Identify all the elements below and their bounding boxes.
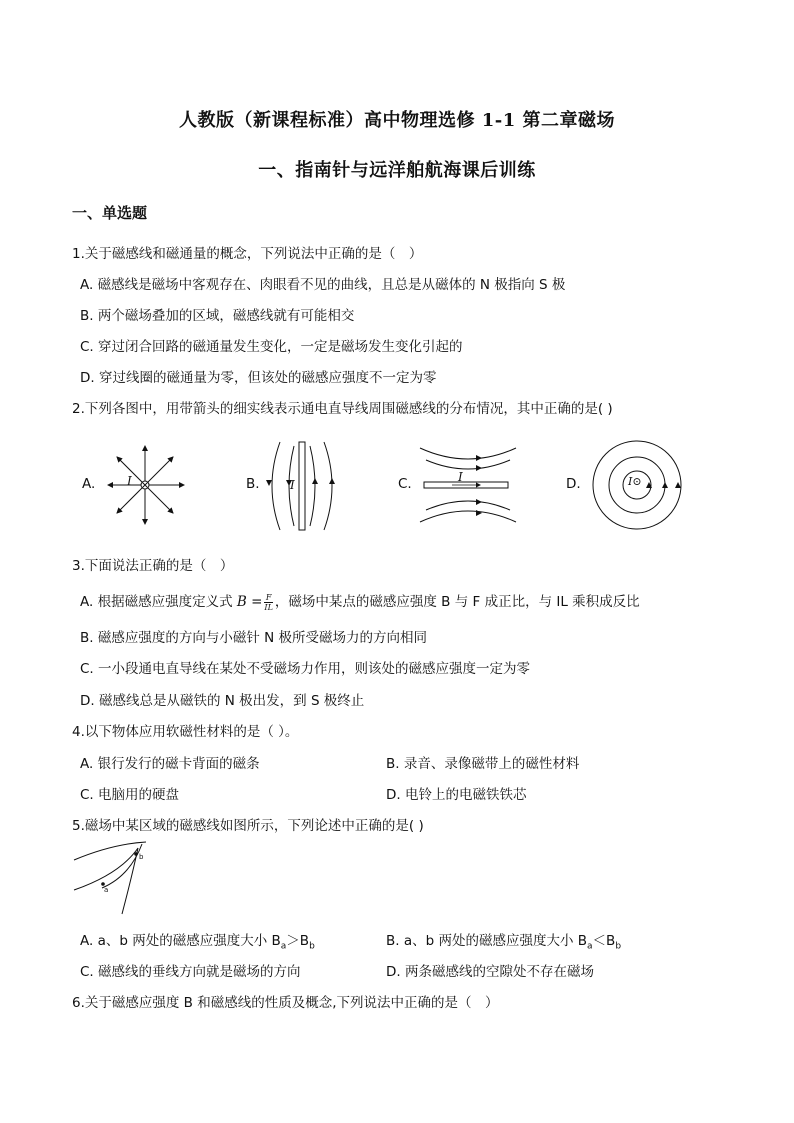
question-5-option-b bbox=[386, 929, 621, 952]
question-1-option-c: C. 穿过闭合回路的磁通量发生变化，一定是磁场发生变化引起的 bbox=[80, 339, 463, 355]
formula-denominator: IL bbox=[264, 602, 273, 612]
question-1-option-b: B. 两个磁场叠加的区域，磁感线就有可能相交 bbox=[80, 308, 355, 324]
point-b-label: b bbox=[139, 853, 144, 861]
figure-b-label: B. bbox=[246, 476, 260, 492]
subscript-a: a bbox=[280, 941, 287, 952]
figure-a-current-symbol: I bbox=[127, 474, 132, 488]
question-3-option-a-prefix: A. 根据磁感应强度定义式 bbox=[80, 594, 237, 610]
question-3-option-a bbox=[80, 590, 640, 612]
question-5-option-a-compare: ＞B bbox=[286, 933, 310, 949]
question-5-option-a bbox=[80, 929, 315, 952]
question-6-stem: 6.关于磁感应强度 B 和磁感线的性质及概念,下列说法中正确的是（ ） bbox=[72, 995, 499, 1011]
question-4-stem: 4.以下物体应用软磁性材料的是（ ）。 bbox=[72, 724, 299, 740]
figure-a-label: A. bbox=[82, 476, 96, 492]
figure-a-radial-lines bbox=[100, 440, 190, 530]
question-1-stem: 1.关于磁感线和磁通量的概念，下列说法中正确的是（ ） bbox=[72, 246, 423, 262]
question-3-option-d: D. 磁感线总是从磁铁的 N 极出发，到 S 极终止 bbox=[80, 693, 365, 709]
question-1-option-d: D. 穿过线圈的磁通量为零，但该处的磁感应强度不一定为零 bbox=[80, 370, 437, 386]
question-2-stem: 2.下列各图中，用带箭头的细实线表示通电直导线周围磁感线的分布情况，其中正确的是( ) bbox=[72, 401, 613, 417]
subscript-b: b bbox=[309, 941, 315, 952]
figure-d-label: D. bbox=[566, 476, 581, 492]
document-subtitle: 一、指南针与远洋舶航海课后训练 bbox=[258, 160, 536, 181]
point-a-label: a bbox=[104, 886, 109, 894]
question-3-option-b: B. 磁感应强度的方向与小磁针 N 极所受磁场力的方向相同 bbox=[80, 630, 428, 646]
formula-numerator: F bbox=[265, 592, 272, 602]
figure-d-current-symbol: I⊙ bbox=[628, 475, 642, 488]
formula-fraction bbox=[264, 593, 272, 612]
figure-c-wire-field bbox=[418, 442, 518, 528]
question-1-option-a: A. 磁感线是磁场中客观存在、肉眼看不见的曲线，且总是从磁体的 N 极指向 S 极 bbox=[80, 277, 566, 293]
figure-c-current-symbol: I bbox=[458, 470, 463, 484]
question-3-option-a-suffix: ，磁场中某点的磁感应强度 B 与 F 成正比，与 IL 乘积成反比 bbox=[274, 594, 640, 610]
question-4-option-d: D. 电铃上的电磁铁铁芯 bbox=[386, 787, 527, 803]
document-title: 人教版（新课程标准）高中物理选修 1-1 第二章磁场 bbox=[178, 110, 616, 131]
question-4-option-c: C. 电脑用的硬盘 bbox=[80, 787, 180, 803]
question-3-option-c: C. 一小段通电直导线在某处不受磁场力作用，则该处的磁感应强度一定为零 bbox=[80, 661, 531, 677]
figure-b-wire-field bbox=[262, 440, 342, 532]
question-5-field-lines-figure bbox=[72, 840, 152, 916]
question-5-option-a-text: A. a、b 两处的磁感应强度大小 B bbox=[80, 933, 281, 949]
figure-c-label: C. bbox=[398, 476, 412, 492]
figure-b-current-symbol: I bbox=[290, 478, 295, 492]
question-4-option-a: A. 银行发行的磁卡背面的磁条 bbox=[80, 756, 260, 772]
question-5-option-b-text: B. a、b 两处的磁感应强度大小 B bbox=[386, 933, 588, 949]
question-5-option-c: C. 磁感线的垂线方向就是磁场的方向 bbox=[80, 964, 301, 980]
question-5-stem: 5.磁场中某区域的磁感线如图所示，下列论述中正确的是( ) bbox=[72, 818, 424, 834]
section-heading: 一、单选题 bbox=[72, 204, 148, 222]
question-5-option-d: D. 两条磁感线的空隙处不存在磁场 bbox=[386, 964, 594, 980]
question-4-option-b: B. 录音、录像磁带上的磁性材料 bbox=[386, 756, 580, 772]
question-5-option-b-compare: ＜B bbox=[592, 933, 616, 949]
formula-lhs: B = bbox=[236, 594, 263, 610]
subscript-b: b bbox=[615, 941, 622, 952]
subscript-a: a bbox=[587, 941, 593, 952]
question-3-stem: 3.下面说法正确的是（ ） bbox=[72, 558, 234, 574]
